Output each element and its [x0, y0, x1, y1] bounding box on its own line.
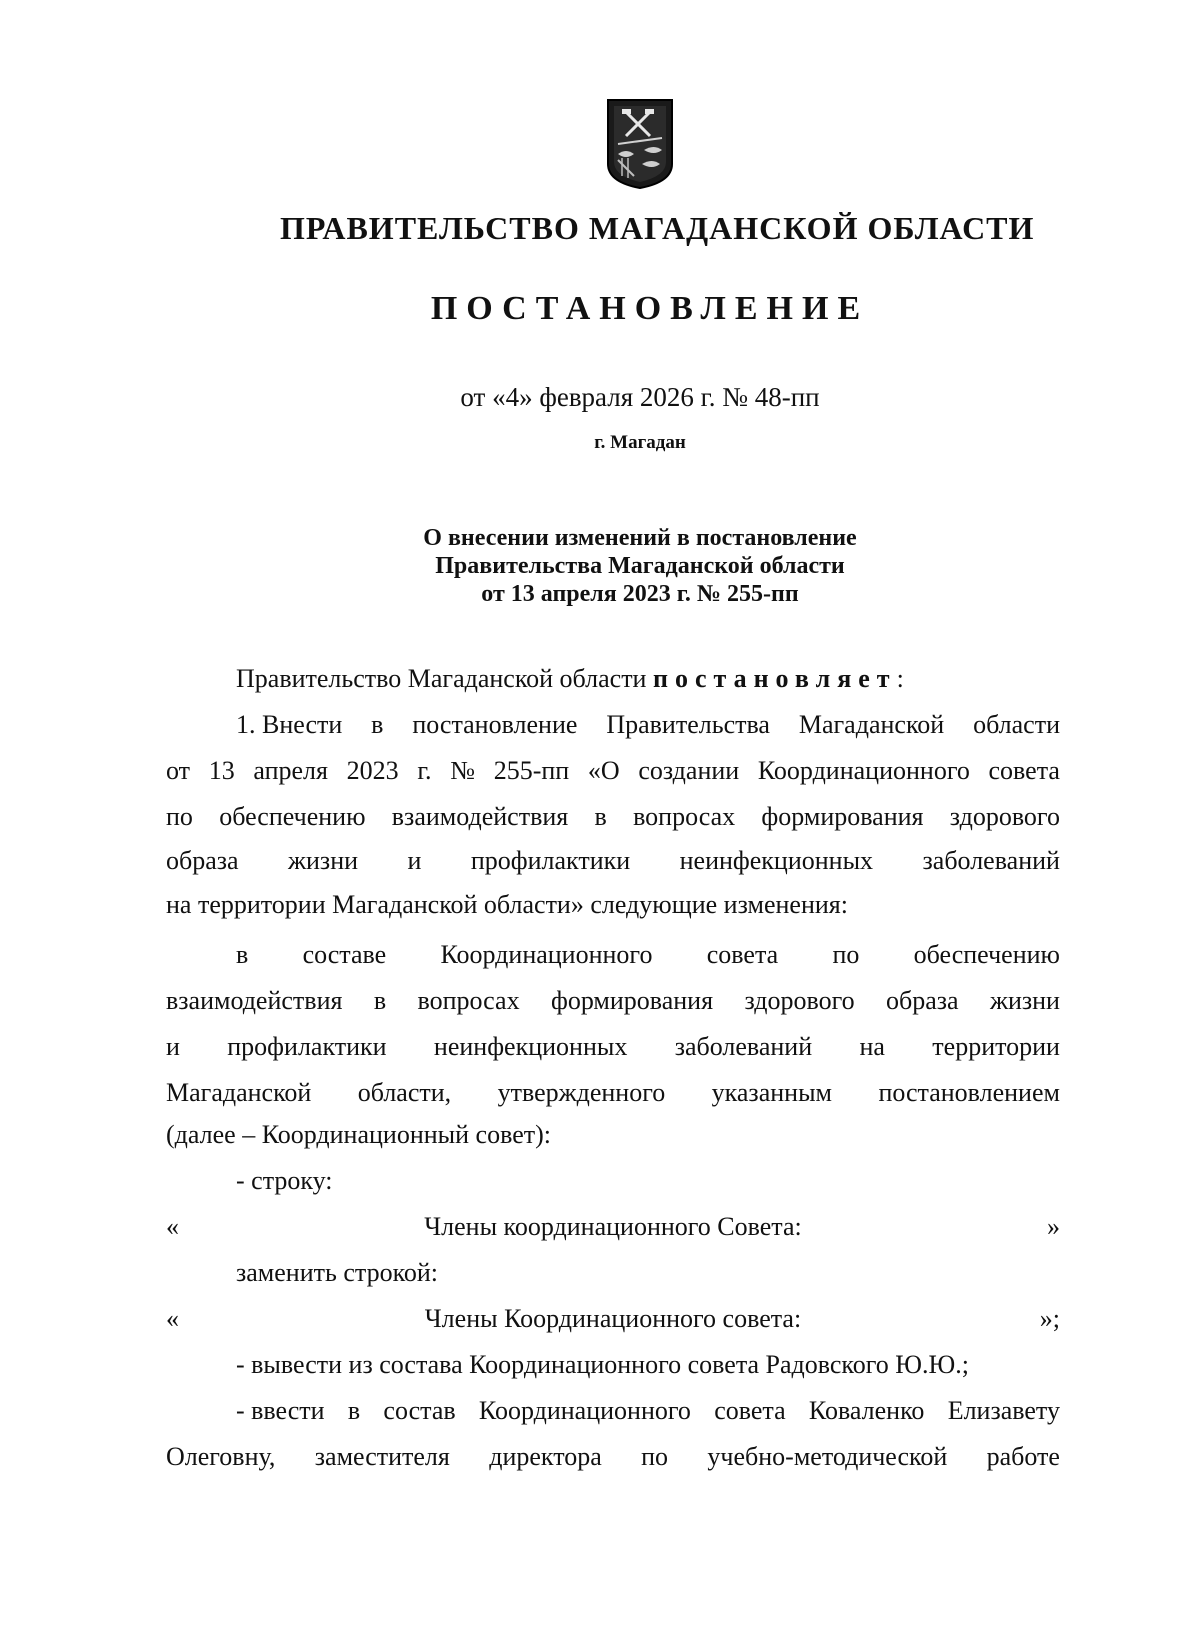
word: Координационного [440, 940, 653, 969]
word: жизни [288, 846, 359, 875]
word: директора [489, 1442, 602, 1471]
word: и [407, 846, 422, 875]
word: Елизавету [947, 1396, 1060, 1425]
word: апреля [253, 756, 328, 785]
word: жизни [989, 986, 1060, 1015]
word: составе [302, 940, 387, 969]
open-quote: « [166, 1304, 179, 1333]
close-quote: »; [1039, 1304, 1060, 1333]
word: неинфекционных [433, 1032, 628, 1061]
document-city: г. Магадан [594, 432, 686, 453]
open-quote: « [166, 1212, 179, 1241]
word: и [166, 1032, 180, 1061]
word: в [373, 986, 387, 1015]
word: формирования [761, 802, 924, 831]
word: по [166, 802, 193, 831]
intro-prefix: Правительство Магаданской области [236, 664, 647, 693]
document-subject [330, 524, 950, 608]
word: неинфекционных [679, 846, 874, 875]
word: профилактики [470, 846, 631, 875]
word: образа [166, 846, 239, 875]
word: по [641, 1442, 669, 1471]
item-line: - строку: [236, 1166, 333, 1195]
document-type-title: ПОСТАНОВЛЕНИЕ [430, 290, 870, 327]
quoted-text: Члены Координационного совета: [424, 1304, 802, 1333]
word: здорового [744, 986, 855, 1015]
word: территории [932, 1032, 1060, 1061]
word: - ввести [236, 1396, 325, 1425]
word: заболеваний [674, 1032, 813, 1061]
intro-line [236, 662, 1060, 696]
word: заболеваний [922, 846, 1060, 875]
justified-line [166, 1076, 1060, 1110]
word: Коваленко [808, 1396, 925, 1425]
word: заместителя [314, 1442, 450, 1471]
word: 13 [208, 756, 235, 785]
close-quote: » [1047, 1212, 1060, 1241]
word: Координационного [757, 756, 970, 785]
word: по [832, 940, 860, 969]
replace-line: заменить строкой: [236, 1258, 439, 1287]
quoted-row-old [166, 1210, 1060, 1244]
word: обеспечению [913, 940, 1060, 969]
word: обеспечению [219, 802, 366, 831]
justified-line [166, 984, 1060, 1018]
word: г. [417, 756, 432, 785]
word: на [859, 1032, 885, 1061]
intro-action-word: постановляет [652, 664, 897, 693]
justified-line [166, 844, 1060, 878]
remove-member-line: - вывести из состава Координационного совета Радовского Ю.Ю.; [236, 1350, 969, 1379]
word: 1. Внести [236, 710, 343, 739]
word: совета [714, 1396, 786, 1425]
quoted-text: Члены координационного Совета: [424, 1212, 802, 1241]
intro-suffix: : [896, 664, 904, 693]
justified-line [236, 938, 1060, 972]
word: указанным [711, 1078, 832, 1107]
word: совета [706, 940, 779, 969]
word: «О [587, 756, 620, 785]
word: № [450, 756, 476, 785]
justified-line [166, 754, 1060, 788]
quoted-row-new [166, 1302, 1060, 1336]
word: совета [988, 756, 1060, 785]
subject-line: О внесении изменений в постановление [423, 525, 857, 551]
justified-line [166, 1030, 1060, 1064]
word: состав [383, 1396, 456, 1425]
word: в [347, 1396, 361, 1425]
word: формирования [550, 986, 714, 1015]
government-title: ПРАВИТЕЛЬСТВО МАГАДАНСКОЙ ОБЛАСТИ [280, 210, 1035, 246]
word: создании [638, 756, 740, 785]
subject-line: Правительства Магаданской области [435, 553, 845, 579]
last-visible-line [166, 1440, 1060, 1474]
word: учебно-методической [707, 1442, 948, 1471]
word: Правительства [606, 710, 770, 739]
document-date-number: от «4» февраля 2026 г. № 48-пп [460, 382, 820, 412]
justified-line [166, 800, 1060, 834]
subject-line: от 13 апреля 2023 г. № 255-пп [481, 581, 799, 607]
word: образа [886, 986, 959, 1015]
word: Магаданской [798, 710, 945, 739]
word: в [371, 710, 384, 739]
word: Магаданской [166, 1078, 312, 1107]
add-member-line [236, 1394, 1060, 1428]
word: здорового [949, 802, 1060, 831]
paragraph-1-last-line: на территории Магаданской области» следующие изменения: [166, 890, 848, 919]
word: области, [357, 1078, 452, 1107]
word: вопросах [417, 986, 520, 1015]
word: взаимодействия [391, 802, 569, 831]
word: взаимодействия [166, 986, 343, 1015]
word: работе [986, 1442, 1060, 1471]
word: постановлением [878, 1078, 1060, 1107]
word: в [594, 802, 607, 831]
word: в [236, 940, 249, 969]
paragraph-2-last-line: (далее – Координационный совет): [166, 1120, 551, 1149]
word: области [973, 710, 1060, 739]
justified-line [236, 708, 1060, 742]
word: утвержденного [497, 1078, 666, 1107]
word: Координационного [478, 1396, 691, 1425]
word: вопросах [633, 802, 736, 831]
word: постановление [412, 710, 578, 739]
word: от [166, 756, 191, 785]
word: профилактики [227, 1032, 387, 1061]
word: 255-пп [493, 756, 570, 785]
word: 2023 [346, 756, 399, 785]
coat-of-arms-icon [604, 94, 676, 190]
word: Олеговну, [166, 1442, 276, 1471]
